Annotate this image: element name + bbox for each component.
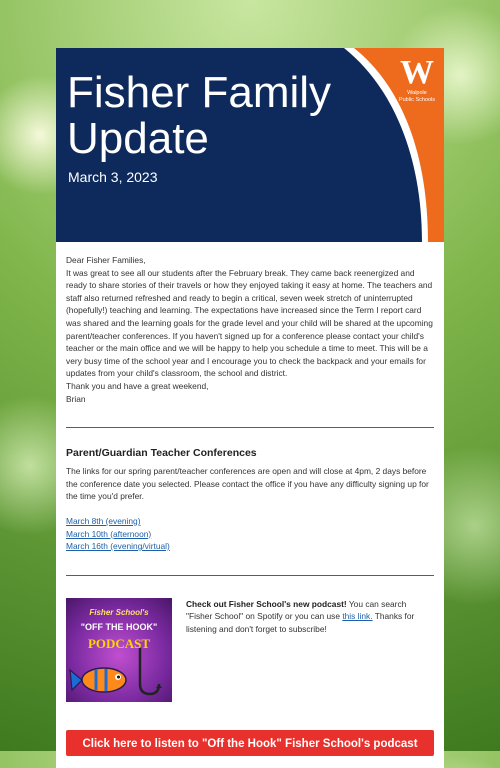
podcast-section (66, 598, 434, 702)
page-title: Fisher Family Update (67, 68, 332, 163)
podcast-text-1: You can search "Fisher School" on Spotify or you can use (186, 598, 407, 622)
podcast-headline: Check out Fisher School's new podcast! (186, 598, 347, 609)
cover-podcast-word: PODCAST (87, 635, 151, 651)
podcast-text-2: Thanks for listening and don't forget to subscribe! (186, 611, 415, 634)
conference-link-march-10[interactable]: March 10th (afternoon) (66, 528, 152, 539)
letter-closing: Thank you and have a great weekend, (66, 380, 209, 391)
letter-signature: Brian (66, 393, 86, 404)
logo-line-1: Walpole (407, 90, 427, 96)
conferences-body: The links for our spring parent/teacher conferences are open and will close at 4pm, 2 days before the conference date you selected. Please contact the office if you have any difficulty signing up for the time you'd prefer. (66, 466, 429, 502)
school-logo (398, 56, 436, 103)
podcast-cover-image[interactable] (66, 598, 172, 702)
cover-school-name: Fisher School's (89, 607, 149, 617)
logo-letter: W (400, 54, 434, 91)
conference-link-march-8[interactable]: March 8th (evening) (66, 515, 141, 526)
letter-body: It was great to see all our students after the February break. They came back reenergized and ready to share stories of their travels or how they enjoyed taking it easy at home. The teachers and staff also returned refreshed and ready to begin a critical, seven week stretch of uninterrupted (hopefully!) teaching and learning. The expectations have increased since the Term I report card was shared and the learning goals for the grade level and your child will be shared at the upcoming parent/teacher conferences. If you haven't signed up for a conference please contact your child's teacher or the main office and we will be happy to help you schedule a time to meet. This will be a very busy time of the school year and I encourage you to check the backpack and your emails for updates from your child's classroom, the school and district. (66, 267, 433, 379)
listen-podcast-button[interactable]: Click here to listen to "Off the Hook" Fisher School's podcast (66, 730, 434, 756)
podcast-link[interactable]: this link. (342, 611, 373, 622)
newsletter-card (56, 48, 444, 768)
logo-line-2: Public Schools (398, 96, 436, 103)
conference-link-march-16[interactable]: March 16th (evening/virtual) (66, 541, 170, 552)
letter-section (56, 242, 444, 405)
podcast-description (186, 598, 434, 702)
issue-date: March 3, 2023 (68, 169, 158, 185)
letter-greeting: Dear Fisher Families, (66, 255, 146, 265)
cover-show-name: "OFF THE HOOK" (80, 621, 158, 632)
newsletter-header (56, 48, 444, 242)
conferences-title: Parent/Guardian Teacher Conferences (66, 447, 257, 460)
fish-hook-icon (66, 598, 172, 702)
